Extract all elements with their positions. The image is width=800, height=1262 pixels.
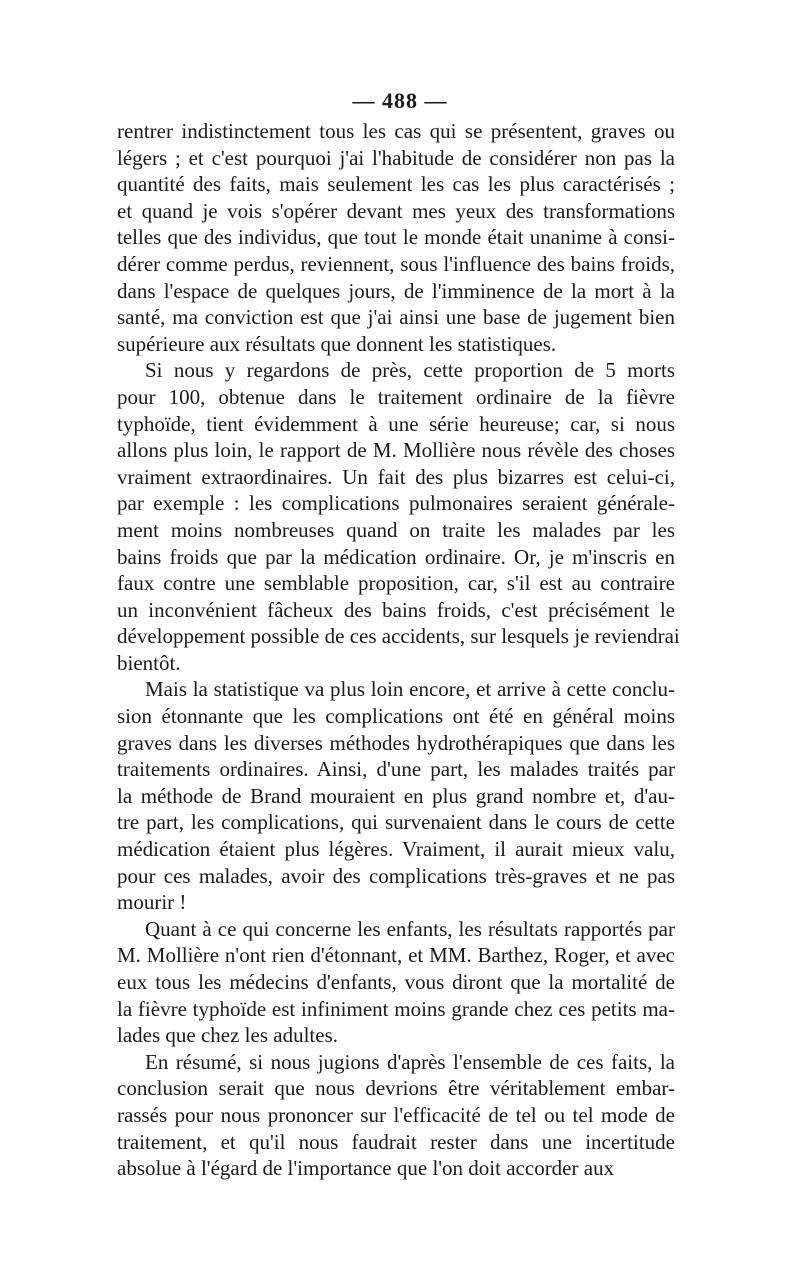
text-line: la méthode de Brand mouraient en plus grand nombre et, d'au- bbox=[117, 783, 675, 808]
text-line: un inconvénient fâcheux des bains froids, c'est précisément le bbox=[117, 597, 675, 622]
paragraph bbox=[117, 118, 675, 357]
text-line: telles que des individus, que tout le monde était unanime à consi- bbox=[117, 225, 675, 250]
text-line: traitement, et qu'il nous faudrait rester dans une incertitude bbox=[117, 1129, 675, 1154]
text-line: traitements ordinaires. Ainsi, d'une part, les malades traités par bbox=[117, 757, 675, 782]
text-line: vraiment extraordinaires. Un fait des plus bizarres est celui-ci, bbox=[117, 464, 675, 489]
text-line: eux tous les médecins d'enfants, vous diront que la mortalité de bbox=[117, 970, 675, 994]
paragraph bbox=[117, 1049, 675, 1182]
text-line: quantité des faits, mais seulement les cas les plus caractérisés ; bbox=[117, 172, 675, 197]
text-line: conclusion serait que nous devrions être véritablement embar- bbox=[117, 1076, 675, 1101]
text-line: bains froids que par la médication ordinaire. Or, je m'inscris en bbox=[117, 544, 675, 569]
text-line: dérer comme perdus, reviennent, sous l'influence des bains froids, bbox=[117, 251, 675, 276]
text-line: la fièvre typhoïde est infiniment moins grande chez ces petits ma- bbox=[117, 996, 675, 1021]
text-line: dans l'espace de quelques jours, de l'imminence de la mort à la bbox=[117, 278, 675, 303]
text-line: pour ces malades, avoir des complications très-graves et ne pas bbox=[117, 863, 675, 888]
text-line: Si nous y regardons de près, cette proportion de 5 morts bbox=[145, 358, 675, 383]
body-text bbox=[117, 118, 680, 1182]
text-line: et quand je vois s'opérer devant mes yeux des transformations bbox=[117, 198, 675, 223]
text-line: M. Mollière n'ont rien d'étonnant, et MM. Barthez, Roger, et avec bbox=[117, 943, 675, 968]
text-line: mourir ! bbox=[117, 890, 187, 915]
paragraph bbox=[117, 357, 680, 676]
text-line: ment moins nombreuses quand on traite les malades par les bbox=[117, 517, 675, 542]
text-line: faux contre une semblable proposition, car, s'il est au contraire bbox=[117, 571, 675, 596]
text-line: lades que chez les adultes. bbox=[117, 1023, 338, 1048]
text-line: typhoïde, tient évidemment à une série heureuse; car, si nous bbox=[117, 411, 675, 436]
text-line: En résumé, si nous jugions d'après l'ensemble de ces faits, la bbox=[145, 1049, 675, 1074]
text-line: médication étaient plus légères. Vraiment, il aurait mieux valu, bbox=[117, 837, 675, 862]
paragraph bbox=[117, 676, 675, 915]
text-line: absolue à l'égard de l'importance que l'on doit accorder aux bbox=[117, 1156, 615, 1181]
text-line: rentrer indistinctement tous les cas qui se présentent, graves ou bbox=[117, 119, 675, 143]
text-line: santé, ma conviction est que j'ai ainsi une base de jugement bien bbox=[117, 305, 675, 330]
text-line: graves dans les diverses méthodes hydrothérapiques que dans les bbox=[117, 730, 675, 755]
text-line: développement possible de ces accidents, sur lesquels je reviendrai bbox=[117, 624, 680, 649]
text-line: supérieure aux résultats que donnent les statistiques. bbox=[117, 331, 557, 356]
text-line: par exemple : les complications pulmonaires seraient générale- bbox=[117, 491, 675, 516]
text-line: rassés pour nous prononcer sur l'efficacité de tel ou tel mode de bbox=[117, 1102, 675, 1127]
text-line: légers ; et c'est pourquoi j'ai l'habitude de considérer non pas la bbox=[117, 145, 675, 170]
text-line: Quant à ce qui concerne les enfants, les résultats rapportés par bbox=[145, 916, 675, 941]
paragraph bbox=[117, 916, 675, 1049]
text-line: tre part, les complications, qui survenaient dans le cours de cette bbox=[117, 810, 675, 835]
text-line: pour 100, obtenue dans le traitement ordinaire de la fièvre bbox=[117, 384, 675, 409]
text-line: Mais la statistique va plus loin encore, et arrive à cette conclu- bbox=[145, 677, 675, 702]
text-line: bientôt. bbox=[117, 650, 181, 675]
page-number: — 488 — bbox=[352, 88, 448, 113]
text-line: allons plus loin, le rapport de M. Mollière nous révèle des choses bbox=[117, 438, 675, 463]
text-line: sion étonnante que les complications ont été en général moins bbox=[117, 704, 675, 729]
